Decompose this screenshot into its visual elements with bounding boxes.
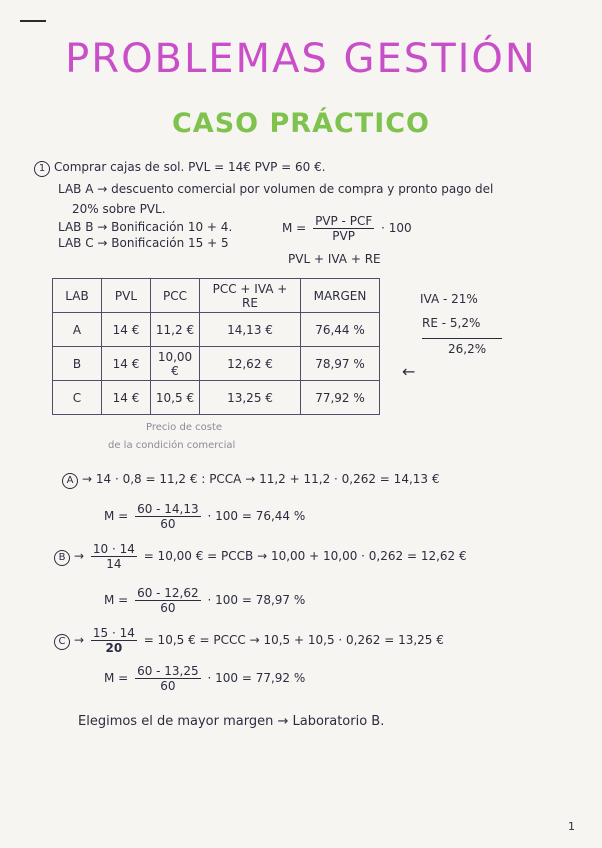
- problem-line-1: 1 Comprar cajas de sol. PVL = 14€ PVP = 60 €.: [34, 160, 326, 177]
- cost-note-1: Precio de coste: [146, 422, 223, 433]
- table-cell: 14 €: [102, 347, 151, 381]
- table-cell: 10,5 €: [151, 381, 200, 415]
- problem-line-2: LAB A → descuento comercial por volumen de compra y pronto pago del: [58, 182, 494, 196]
- table-row: [53, 381, 380, 415]
- lab-a-label: A: [62, 473, 78, 489]
- sum-divider: [422, 338, 502, 339]
- arrow-left-icon: ←: [402, 362, 416, 381]
- table-header-row: [53, 279, 380, 313]
- page-subtitle: CASO PRÁCTICO: [171, 108, 431, 139]
- problem-line-4: LAB B → Bonificación 10 + 4.: [58, 220, 233, 234]
- calc-c-margin: M = $\frac{60 - 13,25}{60}$ · 100 = 77,92 %: [104, 664, 306, 693]
- table-cell: 11,2 €: [151, 313, 200, 347]
- problem-line-5: LAB C → Bonificación 15 + 5: [58, 236, 229, 250]
- table-cell: 12,62 €: [200, 347, 301, 381]
- table-row: [53, 347, 380, 381]
- table-cell: C: [53, 381, 102, 415]
- calc-c-line: C → $\frac{15 \cdot 14}{20}$ = 10,5 € = PCCC → 10,5 + 10,5 · 0,262 = 13,25 €: [54, 626, 444, 655]
- table-cell: 14 €: [102, 313, 151, 347]
- table-cell: 77,92 %: [301, 381, 380, 415]
- table-cell: 14 €: [102, 381, 151, 415]
- margin-formula: M = $\frac{\text{PVP - PCF}}{\text{PVP}}$ · 100: [282, 214, 412, 243]
- cost-note-2: de la condición comercial: [108, 440, 236, 451]
- calc-b-margin: M = $\frac{60 - 12,62}{60}$ · 100 = 78,97 %: [104, 586, 306, 615]
- table-header: PCC: [151, 279, 200, 313]
- table-cell: 76,44 %: [301, 313, 380, 347]
- corner-dash: [20, 20, 46, 22]
- re-rate: RE - 5,2%: [422, 316, 481, 330]
- page-title: PROBLEMAS GESTIÓN: [65, 36, 537, 82]
- lab-table: [52, 278, 380, 415]
- iva-rate: IVA - 21%: [420, 292, 478, 306]
- conclusion: Elegimos el de mayor margen → Laboratorio B.: [78, 714, 385, 729]
- calc-a-line: A → 14 · 0,8 = 11,2 € : PCCA → 11,2 + 11,2 · 0,262 = 14,13 €: [62, 472, 439, 489]
- lab-c-label: C: [54, 634, 70, 650]
- table-header: MARGEN: [301, 279, 380, 313]
- tax-total: 26,2%: [448, 342, 487, 356]
- table-row: [53, 313, 380, 347]
- calc-a-margin: M = $\frac{60 - 14,13}{60}$ · 100 = 76,44 %: [104, 502, 306, 531]
- table-header: PCC + IVA + RE: [200, 279, 301, 313]
- calc-b-line: B → $\frac{10 \cdot 14}{14}$ = 10,00 € = PCCB → 10,00 + 10,00 · 0,262 = 12,62 €: [54, 542, 467, 571]
- problem-number: 1: [34, 161, 50, 177]
- table-header: LAB: [53, 279, 102, 313]
- page-number: 1: [568, 820, 575, 833]
- table-cell: 10,00 €: [151, 347, 200, 381]
- table-cell: A: [53, 313, 102, 347]
- table-cell: 13,25 €: [200, 381, 301, 415]
- table-cell: B: [53, 347, 102, 381]
- pvl-formula: PVL + IVA + RE: [288, 252, 381, 266]
- table-header: PVL: [102, 279, 151, 313]
- table-cell: 14,13 €: [200, 313, 301, 347]
- problem-line-3: 20% sobre PVL.: [72, 202, 166, 216]
- table-cell: 78,97 %: [301, 347, 380, 381]
- lab-b-label: B: [54, 550, 70, 566]
